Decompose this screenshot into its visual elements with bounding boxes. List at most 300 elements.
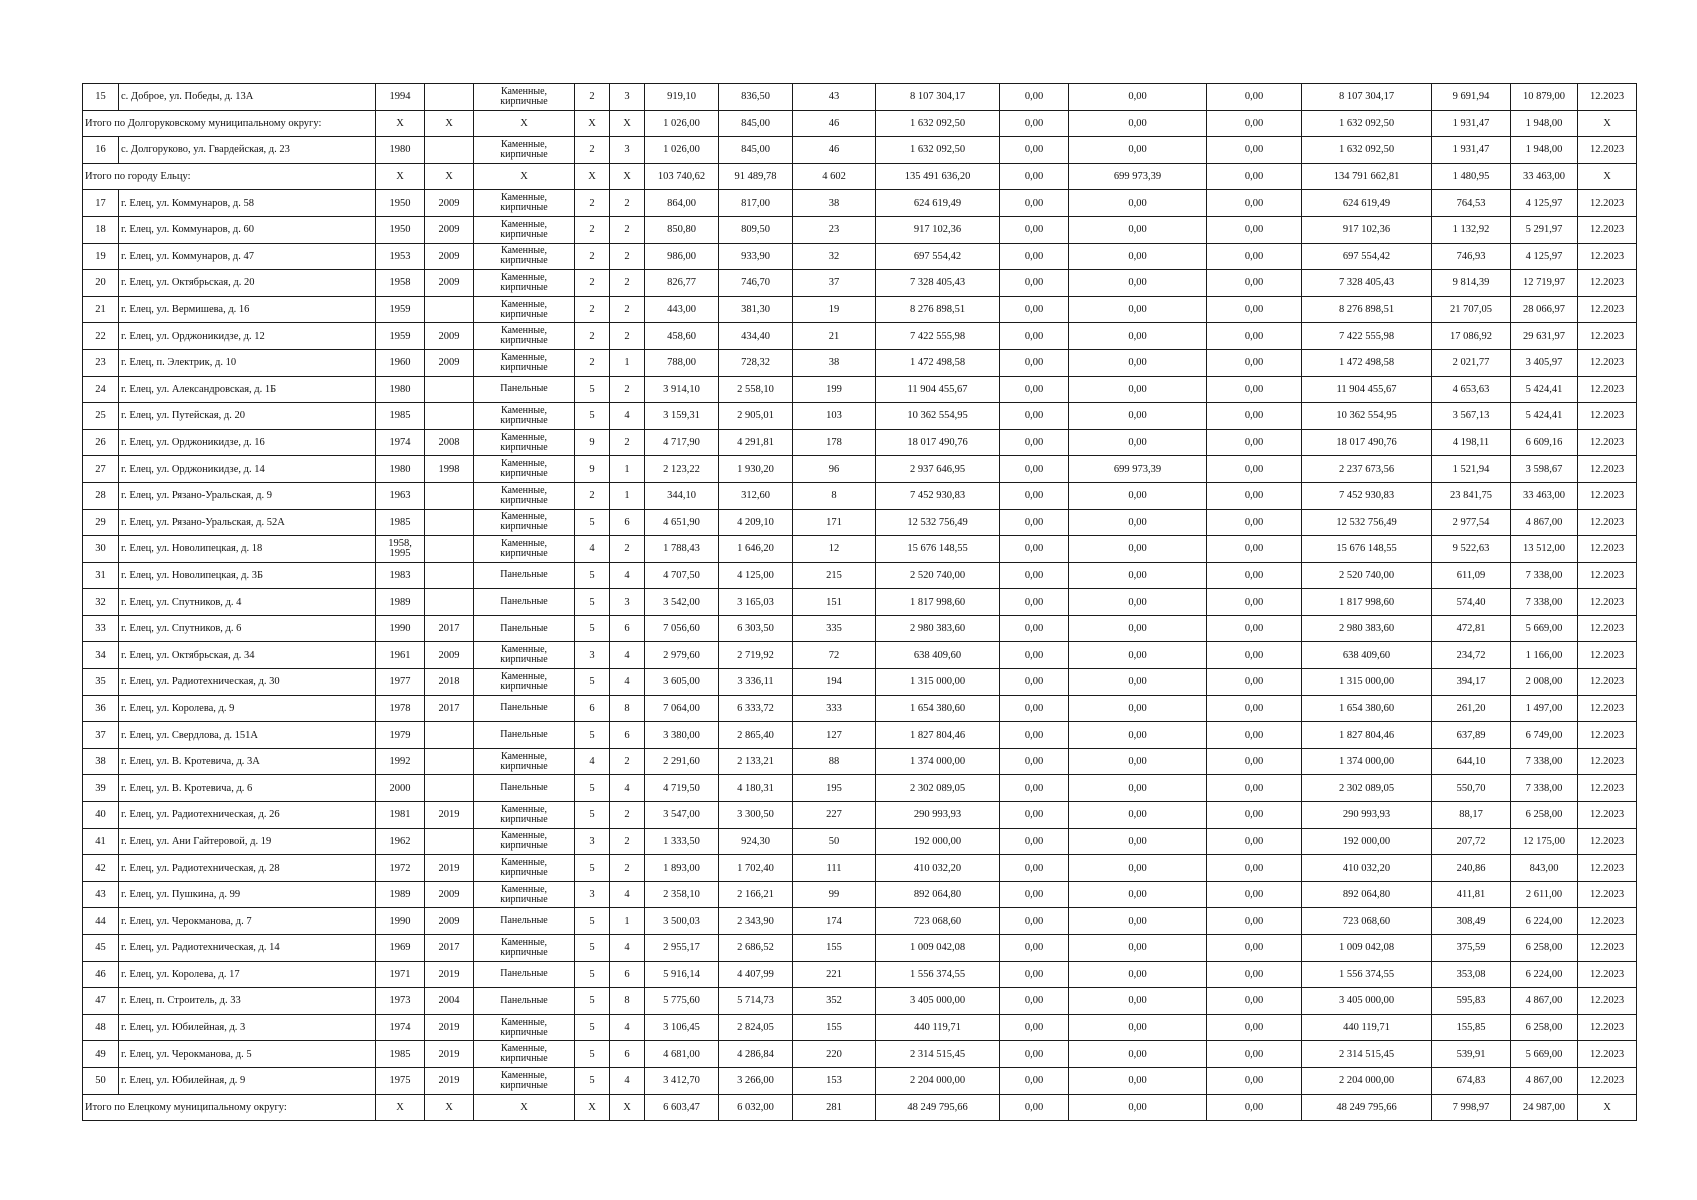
table-cell: 644,10	[1432, 748, 1511, 775]
table-cell: 624 619,49	[876, 190, 1000, 217]
table-row	[83, 482, 1637, 509]
subtotal-cell: X	[425, 110, 474, 137]
table-cell: 6	[575, 695, 610, 722]
table-cell: 2 980 383,60	[876, 615, 1000, 642]
wall-material-cell: Панельные	[474, 589, 575, 616]
wall-material-cell: Каменные, кирпичные	[474, 509, 575, 536]
table-cell: 0,00	[1207, 509, 1302, 536]
table-cell: 3 106,45	[645, 1014, 719, 1041]
table-cell: 1977	[376, 669, 425, 696]
row-number: 45	[83, 935, 119, 962]
table-cell: 5	[575, 1067, 610, 1094]
deadline-cell: 12.2023	[1578, 429, 1637, 456]
table-cell: 0,00	[1000, 695, 1069, 722]
subtotal-cell: 0,00	[1000, 163, 1069, 190]
address-cell: г. Елец, ул. Спутников, д. 4	[119, 589, 376, 616]
table-cell: 192 000,00	[1302, 828, 1432, 855]
table-cell: 850,80	[645, 216, 719, 243]
table-cell: 10 362 554,95	[1302, 403, 1432, 430]
table-cell: 0,00	[1069, 802, 1207, 829]
address-cell: с. Доброе, ул. Победы, д. 13А	[119, 84, 376, 111]
table-cell: 0,00	[1069, 1014, 1207, 1041]
table-cell: 2 955,17	[645, 935, 719, 962]
table-cell: 1961	[376, 642, 425, 669]
wall-material-cell: Каменные, кирпичные	[474, 243, 575, 270]
table-cell: 1 132,92	[1432, 216, 1511, 243]
table-cell	[425, 482, 474, 509]
table-cell: 0,00	[1069, 84, 1207, 111]
table-cell: 0,00	[1000, 456, 1069, 483]
deadline-cell: 12.2023	[1578, 562, 1637, 589]
table-cell: 1 654 380,60	[1302, 695, 1432, 722]
table-cell: 3 542,00	[645, 589, 719, 616]
subtotal-cell: 7 998,97	[1432, 1094, 1511, 1121]
table-cell: 0,00	[1000, 403, 1069, 430]
table-cell: 434,40	[719, 323, 793, 350]
table-cell: 227	[793, 802, 876, 829]
table-cell: 2 133,21	[719, 748, 793, 775]
table-cell: 924,30	[719, 828, 793, 855]
table-cell: 917 102,36	[1302, 216, 1432, 243]
address-cell: г. Елец, ул. Радиотехническая, д. 28	[119, 855, 376, 882]
table-cell: 2 314 515,45	[1302, 1041, 1432, 1068]
table-cell: 0,00	[1000, 296, 1069, 323]
table-cell: 2019	[425, 802, 474, 829]
deadline-cell: 12.2023	[1578, 1014, 1637, 1041]
table-cell: 0,00	[1000, 908, 1069, 935]
table-cell: 411,81	[1432, 881, 1511, 908]
table-cell: 1990	[376, 908, 425, 935]
table-cell: 3	[575, 828, 610, 855]
subtotal-cell: X	[376, 1094, 425, 1121]
table-cell: 6 749,00	[1511, 722, 1578, 749]
table-cell: 0,00	[1069, 403, 1207, 430]
table-cell: 3 380,00	[645, 722, 719, 749]
table-cell: 2017	[425, 935, 474, 962]
subtotal-cell: 0,00	[1000, 110, 1069, 137]
row-number: 16	[83, 137, 119, 164]
wall-material-cell: Панельные	[474, 775, 575, 802]
table-cell: 3	[610, 589, 645, 616]
table-cell: 697 554,42	[876, 243, 1000, 270]
table-cell: 4 867,00	[1511, 509, 1578, 536]
address-cell: г. Елец, ул. Радиотехническая, д. 26	[119, 802, 376, 829]
table-cell: 5	[575, 855, 610, 882]
table-cell: 2009	[425, 349, 474, 376]
subtotal-cell: 33 463,00	[1511, 163, 1578, 190]
table-cell: 221	[793, 961, 876, 988]
table-cell: 0,00	[1000, 935, 1069, 962]
table-row	[83, 722, 1637, 749]
table-cell: 4	[610, 1014, 645, 1041]
row-number: 27	[83, 456, 119, 483]
table-cell: 2 980 383,60	[1302, 615, 1432, 642]
table-cell: 788,00	[645, 349, 719, 376]
table-cell: 7 328 405,43	[1302, 270, 1432, 297]
table-cell: 7 338,00	[1511, 775, 1578, 802]
table-cell: 2	[575, 349, 610, 376]
subtotal-row	[83, 1094, 1637, 1121]
table-cell: 458,60	[645, 323, 719, 350]
wall-material-cell: Каменные, кирпичные	[474, 403, 575, 430]
subtotal-cell: 24 987,00	[1511, 1094, 1578, 1121]
wall-material-cell: Каменные, кирпичные	[474, 828, 575, 855]
wall-material-cell: Каменные, кирпичные	[474, 137, 575, 164]
table-cell: 2	[575, 243, 610, 270]
table-cell	[425, 536, 474, 563]
table-cell: 1992	[376, 748, 425, 775]
table-cell: 0,00	[1069, 296, 1207, 323]
deadline-cell: 12.2023	[1578, 84, 1637, 111]
table-cell: 4	[575, 748, 610, 775]
table-cell: 4 291,81	[719, 429, 793, 456]
table-cell: 5 669,00	[1511, 1041, 1578, 1068]
table-cell: 7 338,00	[1511, 562, 1578, 589]
table-cell	[425, 722, 474, 749]
table-cell: 46	[793, 137, 876, 164]
table-row	[83, 190, 1637, 217]
table-cell: 3 405 000,00	[1302, 988, 1432, 1015]
table-cell: 1 315 000,00	[876, 669, 1000, 696]
table-cell: 3 300,50	[719, 802, 793, 829]
table-cell: 5 424,41	[1511, 403, 1578, 430]
table-cell: 9 814,39	[1432, 270, 1511, 297]
table-cell: 892 064,80	[1302, 881, 1432, 908]
table-cell: 1950	[376, 216, 425, 243]
table-cell: 50	[793, 828, 876, 855]
table-cell: 155,85	[1432, 1014, 1511, 1041]
subtotal-cell: 1 026,00	[645, 110, 719, 137]
table-cell: 1 931,47	[1432, 137, 1511, 164]
table-cell	[425, 403, 474, 430]
table-cell: 637,89	[1432, 722, 1511, 749]
subtotal-cell: X	[425, 1094, 474, 1121]
table-row	[83, 562, 1637, 589]
table-cell: 1953	[376, 243, 425, 270]
wall-material-cell: Каменные, кирпичные	[474, 323, 575, 350]
wall-material-cell: Каменные, кирпичные	[474, 669, 575, 696]
table-cell: 2 291,60	[645, 748, 719, 775]
table-cell: 2	[610, 748, 645, 775]
table-cell: 410 032,20	[1302, 855, 1432, 882]
row-number: 17	[83, 190, 119, 217]
table-cell: 2 314 515,45	[876, 1041, 1000, 1068]
table-cell: 0,00	[1207, 270, 1302, 297]
subtotal-cell: 135 491 636,20	[876, 163, 1000, 190]
deadline-cell: 12.2023	[1578, 589, 1637, 616]
row-number: 39	[83, 775, 119, 802]
deadline-cell: 12.2023	[1578, 802, 1637, 829]
table-cell: 440 119,71	[1302, 1014, 1432, 1041]
table-cell: 38	[793, 190, 876, 217]
table-cell: 0,00	[1000, 855, 1069, 882]
wall-material-cell: Панельные	[474, 695, 575, 722]
table-cell: 3	[575, 881, 610, 908]
table-cell: 2 343,90	[719, 908, 793, 935]
deadline-cell: 12.2023	[1578, 403, 1637, 430]
table-cell: 0,00	[1069, 961, 1207, 988]
table-cell: 2	[575, 270, 610, 297]
table-cell: 155	[793, 1014, 876, 1041]
table-row	[83, 1067, 1637, 1094]
table-cell: 5 916,14	[645, 961, 719, 988]
table-cell: 0,00	[1000, 1041, 1069, 1068]
table-cell: 1989	[376, 589, 425, 616]
table-cell: 7 064,00	[645, 695, 719, 722]
wall-material-cell: Панельные	[474, 562, 575, 589]
table-cell: 335	[793, 615, 876, 642]
table-cell: 127	[793, 722, 876, 749]
table-cell: 2000	[376, 775, 425, 802]
wall-material-cell: Панельные	[474, 722, 575, 749]
table-cell: 0,00	[1207, 802, 1302, 829]
table-row	[83, 376, 1637, 403]
table-cell: 4 719,50	[645, 775, 719, 802]
row-number: 28	[83, 482, 119, 509]
table-cell: 9	[575, 429, 610, 456]
table-cell: 0,00	[1207, 243, 1302, 270]
subtotal-cell: X	[575, 163, 610, 190]
table-cell: 215	[793, 562, 876, 589]
table-cell: 6	[610, 1041, 645, 1068]
table-cell: 0,00	[1207, 403, 1302, 430]
table-cell: 178	[793, 429, 876, 456]
table-row	[83, 669, 1637, 696]
table-cell: 2 937 646,95	[876, 456, 1000, 483]
table-cell: 1959	[376, 323, 425, 350]
table-cell: 308,49	[1432, 908, 1511, 935]
table-cell: 5	[575, 589, 610, 616]
address-cell: г. Елец, ул. В. Кротевича, д. 6	[119, 775, 376, 802]
table-cell: 29 631,97	[1511, 323, 1578, 350]
table-cell: 7 422 555,98	[1302, 323, 1432, 350]
table-cell: 13 512,00	[1511, 536, 1578, 563]
subtotal-row	[83, 163, 1637, 190]
wall-material-cell: Каменные, кирпичные	[474, 748, 575, 775]
table-cell: 0,00	[1207, 1014, 1302, 1041]
table-cell: 5	[575, 935, 610, 962]
table-cell: 2	[610, 536, 645, 563]
address-cell: г. Елец, ул. Путейская, д. 20	[119, 403, 376, 430]
table-cell: 1985	[376, 1041, 425, 1068]
table-cell: 0,00	[1069, 243, 1207, 270]
table-cell: 1 817 998,60	[876, 589, 1000, 616]
table-cell: 0,00	[1207, 722, 1302, 749]
table-cell: 624 619,49	[1302, 190, 1432, 217]
table-row	[83, 988, 1637, 1015]
table-cell: 4 651,90	[645, 509, 719, 536]
table-row	[83, 802, 1637, 829]
address-cell: г. Елец, ул. Вермишева, д. 16	[119, 296, 376, 323]
table-row	[83, 775, 1637, 802]
address-cell: г. Елец, ул. Королева, д. 17	[119, 961, 376, 988]
wall-material-cell: Панельные	[474, 615, 575, 642]
table-cell: 15 676 148,55	[876, 536, 1000, 563]
deadline-cell: 12.2023	[1578, 935, 1637, 962]
wall-material-cell: Каменные, кирпичные	[474, 456, 575, 483]
table-cell: 1 556 374,55	[876, 961, 1000, 988]
table-cell: 195	[793, 775, 876, 802]
table-cell: 1 166,00	[1511, 642, 1578, 669]
table-row	[83, 456, 1637, 483]
table-cell: 2	[575, 216, 610, 243]
table-cell: 638 409,60	[876, 642, 1000, 669]
table-cell: 2009	[425, 243, 474, 270]
table-cell: 4 867,00	[1511, 1067, 1578, 1094]
housing-register-table	[82, 83, 1637, 1121]
table-cell: 6 303,50	[719, 615, 793, 642]
table-cell: 220	[793, 1041, 876, 1068]
table-cell: 19	[793, 296, 876, 323]
table-cell: 4 125,97	[1511, 190, 1578, 217]
table-cell: 2 979,60	[645, 642, 719, 669]
address-cell: г. Елец, ул. Черокманова, д. 7	[119, 908, 376, 935]
table-cell: 88,17	[1432, 802, 1511, 829]
table-cell: 6 224,00	[1511, 961, 1578, 988]
table-cell: 2 977,54	[1432, 509, 1511, 536]
address-cell: г. Елец, ул. Коммунаров, д. 58	[119, 190, 376, 217]
table-cell: 1994	[376, 84, 425, 111]
table-cell: 0,00	[1069, 270, 1207, 297]
table-cell: 697 554,42	[1302, 243, 1432, 270]
table-cell: 1 009 042,08	[876, 935, 1000, 962]
address-cell: г. Елец, ул. Александровская, д. 1Б	[119, 376, 376, 403]
table-cell: 1 930,20	[719, 456, 793, 483]
wall-material-cell: Панельные	[474, 376, 575, 403]
table-cell: 1 893,00	[645, 855, 719, 882]
table-cell: 611,09	[1432, 562, 1511, 589]
table-cell: 0,00	[1069, 1067, 1207, 1094]
table-cell: 1 497,00	[1511, 695, 1578, 722]
table-cell: 1962	[376, 828, 425, 855]
table-cell: 0,00	[1207, 855, 1302, 882]
row-number: 49	[83, 1041, 119, 1068]
table-cell: 1	[610, 456, 645, 483]
table-cell: 234,72	[1432, 642, 1511, 669]
table-cell: 72	[793, 642, 876, 669]
table-cell	[425, 775, 474, 802]
table-cell: 4	[610, 935, 645, 962]
wall-material-cell: Каменные, кирпичные	[474, 1014, 575, 1041]
table-cell: 0,00	[1207, 349, 1302, 376]
deadline-cell: 12.2023	[1578, 669, 1637, 696]
table-cell: 5	[575, 615, 610, 642]
table-cell: 23 841,75	[1432, 482, 1511, 509]
table-cell: 0,00	[1207, 536, 1302, 563]
subtotal-cell: 1 948,00	[1511, 110, 1578, 137]
table-cell: 9 691,94	[1432, 84, 1511, 111]
table-cell: 0,00	[1207, 376, 1302, 403]
table-cell: 4 209,10	[719, 509, 793, 536]
table-cell: 1 374 000,00	[1302, 748, 1432, 775]
table-cell: 0,00	[1069, 216, 1207, 243]
table-cell: 2	[575, 323, 610, 350]
subtotal-label: Итого по Елецкому муниципальному округу:	[83, 1094, 376, 1121]
table-cell: 0,00	[1000, 775, 1069, 802]
table-cell: 0,00	[1000, 589, 1069, 616]
table-cell: 153	[793, 1067, 876, 1094]
table-cell: 4 286,84	[719, 1041, 793, 1068]
table-cell: 1981	[376, 802, 425, 829]
table-cell: 919,10	[645, 84, 719, 111]
table-cell: 723 068,60	[1302, 908, 1432, 935]
table-cell: 0,00	[1069, 349, 1207, 376]
table-cell: 151	[793, 589, 876, 616]
table-body	[83, 84, 1637, 1121]
table-cell: 1980	[376, 456, 425, 483]
address-cell: г. Елец, ул. Новолипецкая, д. 18	[119, 536, 376, 563]
table-cell: 2	[610, 323, 645, 350]
table-cell: 240,86	[1432, 855, 1511, 882]
subtotal-cell: 46	[793, 110, 876, 137]
table-cell: 2018	[425, 669, 474, 696]
wall-material-cell: Каменные, кирпичные	[474, 296, 575, 323]
table-row	[83, 243, 1637, 270]
table-cell: 3 412,70	[645, 1067, 719, 1094]
deadline-cell: 12.2023	[1578, 615, 1637, 642]
row-number: 23	[83, 349, 119, 376]
table-cell: 2 166,21	[719, 881, 793, 908]
table-cell: 5	[575, 988, 610, 1015]
table-cell: 3 266,00	[719, 1067, 793, 1094]
table-cell: 1 646,20	[719, 536, 793, 563]
table-cell: 2019	[425, 855, 474, 882]
table-cell: 4 198,11	[1432, 429, 1511, 456]
row-number: 26	[83, 429, 119, 456]
subtotal-cell: X	[610, 163, 645, 190]
table-cell: 0,00	[1207, 988, 1302, 1015]
table-cell: 3 165,03	[719, 589, 793, 616]
table-cell: 261,20	[1432, 695, 1511, 722]
subtotal-cell: 281	[793, 1094, 876, 1121]
wall-material-cell: Панельные	[474, 988, 575, 1015]
table-cell: 0,00	[1069, 589, 1207, 616]
table-cell: 2009	[425, 908, 474, 935]
table-row	[83, 748, 1637, 775]
table-cell: 4 125,00	[719, 562, 793, 589]
subtotal-cell: X	[474, 1094, 575, 1121]
table-cell: 12 532 756,49	[1302, 509, 1432, 536]
table-cell: 2	[610, 429, 645, 456]
table-cell: 1973	[376, 988, 425, 1015]
table-cell: 933,90	[719, 243, 793, 270]
wall-material-cell: Каменные, кирпичные	[474, 855, 575, 882]
row-number: 41	[83, 828, 119, 855]
table-cell: 2017	[425, 615, 474, 642]
table-cell: 2 520 740,00	[876, 562, 1000, 589]
table-cell	[425, 376, 474, 403]
table-cell: 746,93	[1432, 243, 1511, 270]
table-cell: 728,32	[719, 349, 793, 376]
table-cell: 199	[793, 376, 876, 403]
subtotal-cell: 4 602	[793, 163, 876, 190]
table-cell: 539,91	[1432, 1041, 1511, 1068]
wall-material-cell: Каменные, кирпичные	[474, 216, 575, 243]
table-cell: 0,00	[1207, 190, 1302, 217]
table-cell: 817,00	[719, 190, 793, 217]
table-cell: 9 522,63	[1432, 536, 1511, 563]
table-cell: 7 452 930,83	[1302, 482, 1432, 509]
row-number: 38	[83, 748, 119, 775]
table-cell: 0,00	[1069, 1041, 1207, 1068]
table-cell: 2 686,52	[719, 935, 793, 962]
row-number: 35	[83, 669, 119, 696]
table-row	[83, 216, 1637, 243]
subtotal-cell: 0,00	[1207, 1094, 1302, 1121]
address-cell: с. Долгоруково, ул. Гвардейская, д. 23	[119, 137, 376, 164]
table-cell: 843,00	[1511, 855, 1578, 882]
table-cell: 2 824,05	[719, 1014, 793, 1041]
